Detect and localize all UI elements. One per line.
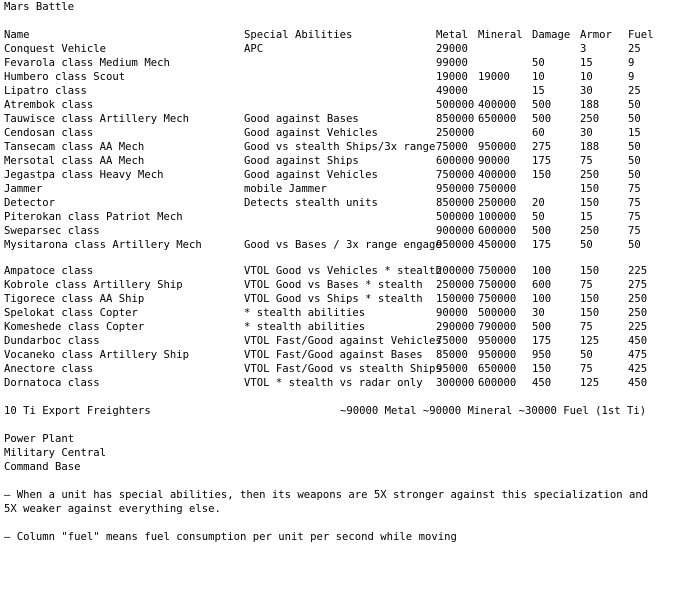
cell-mineral: 790000: [478, 321, 517, 333]
cell-fuel: 250: [628, 307, 648, 319]
cell-armor: 150: [580, 307, 600, 319]
cell-abilities: Good against Bases: [244, 113, 359, 125]
cell-fuel: 50: [628, 239, 641, 251]
cell-armor: 125: [580, 335, 600, 347]
cell-fuel: 50: [628, 155, 641, 167]
cell-name: Mersotal class AA Mech: [4, 155, 145, 167]
cell-fuel: 475: [628, 349, 648, 361]
cell-name: Tauwisce class Artillery Mech: [4, 113, 189, 125]
cell-name: Anectore class: [4, 363, 94, 375]
cell-armor: 250: [580, 113, 600, 125]
note-specialization-line1: – When a unit has special abilities, then its weapons are 5X stronger against this specialization and: [4, 489, 649, 501]
header-damage: Damage: [532, 29, 571, 41]
cell-armor: 50: [580, 349, 593, 361]
cell-abilities: VTOL Fast/Good against Vehicles: [244, 335, 442, 347]
cell-name: Mysitarona class Artillery Mech: [4, 239, 202, 251]
cell-name: Tansecam class AA Mech: [4, 141, 145, 153]
header-fuel: Fuel: [628, 29, 654, 41]
cell-fuel: 225: [628, 321, 648, 333]
cell-mineral: 450000: [478, 239, 517, 251]
cell-name: Atrembok class: [4, 99, 94, 111]
cell-damage: 275: [532, 141, 552, 153]
cell-damage: 30: [532, 307, 545, 319]
cell-armor: 188: [580, 99, 600, 111]
cell-name: Humbero class Scout: [4, 71, 126, 83]
cell-fuel: 450: [628, 335, 648, 347]
cell-armor: 50: [580, 239, 593, 251]
cell-abilities: VTOL * stealth vs radar only: [244, 377, 423, 389]
cell-armor: 188: [580, 141, 600, 153]
cell-armor: 75: [580, 363, 593, 375]
cell-name: Vocaneko class Artillery Ship: [4, 349, 189, 361]
page-title: Mars Battle: [4, 1, 75, 13]
cell-fuel: 75: [628, 211, 641, 223]
cell-fuel: 50: [628, 113, 641, 125]
cell-name: Cendosan class: [4, 127, 94, 139]
cell-armor: 150: [580, 197, 600, 209]
note-fuel: – Column "fuel" means fuel consumption per unit per second while moving: [4, 531, 457, 543]
cell-abilities: Good against Vehicles: [244, 127, 378, 139]
cell-armor: 75: [580, 321, 593, 333]
cell-mineral: 950000: [478, 349, 517, 361]
cell-damage: 175: [532, 335, 552, 347]
cell-damage: 20: [532, 197, 545, 209]
cell-fuel: 50: [628, 99, 641, 111]
cell-armor: 250: [580, 225, 600, 237]
cell-fuel: 75: [628, 183, 641, 195]
cell-armor: 15: [580, 211, 593, 223]
cell-damage: 50: [532, 57, 545, 69]
cell-metal: 49000: [436, 85, 468, 97]
cell-damage: 150: [532, 363, 552, 375]
cell-fuel: 250: [628, 293, 648, 305]
cell-fuel: 15: [628, 127, 641, 139]
cell-metal: 29000: [436, 43, 468, 55]
cell-abilities: * stealth abilities: [244, 307, 366, 319]
cell-armor: 30: [580, 127, 593, 139]
cell-name: Dornatoca class: [4, 377, 100, 389]
cell-name: Komeshede class Copter: [4, 321, 145, 333]
cell-name: Lipatro class: [4, 85, 87, 97]
cell-fuel: 425: [628, 363, 648, 375]
cell-name: Dundarboc class: [4, 335, 100, 347]
cell-damage: 500: [532, 225, 552, 237]
cell-mineral: 500000: [478, 307, 517, 319]
cell-armor: 75: [580, 155, 593, 167]
cell-mineral: 750000: [478, 279, 517, 291]
cell-damage: 500: [532, 321, 552, 333]
cell-fuel: 50: [628, 169, 641, 181]
cell-damage: 150: [532, 169, 552, 181]
cell-metal: 85000: [436, 349, 468, 361]
cell-damage: 500: [532, 113, 552, 125]
cell-mineral: 400000: [478, 99, 517, 111]
cell-armor: 150: [580, 265, 600, 277]
header-abilities: Special Abilities: [244, 29, 353, 41]
cell-metal: 850000: [436, 197, 475, 209]
cell-name: Conquest Vehicle: [4, 43, 107, 55]
header-armor: Armor: [580, 29, 612, 41]
cell-damage: 50: [532, 211, 545, 223]
building-item: Command Base: [4, 461, 81, 473]
cell-damage: 175: [532, 155, 552, 167]
cell-abilities: VTOL Good vs Ships * stealth: [244, 293, 423, 305]
cell-name: Kobrole class Artillery Ship: [4, 279, 183, 291]
cell-metal: 500000: [436, 99, 475, 111]
cell-metal: 99000: [436, 57, 468, 69]
cell-abilities: mobile Jammer: [244, 183, 327, 195]
cell-abilities: VTOL Fast/Good against Bases: [244, 349, 423, 361]
building-item: Power Plant: [4, 433, 75, 445]
cell-abilities: Good against Vehicles: [244, 169, 378, 181]
cell-abilities: * stealth abilities: [244, 321, 366, 333]
cell-fuel: 25: [628, 43, 641, 55]
cell-armor: 3: [580, 43, 587, 55]
cell-metal: 250000: [436, 127, 475, 139]
cell-armor: 15: [580, 57, 593, 69]
cell-fuel: 9: [628, 57, 635, 69]
cell-mineral: 400000: [478, 169, 517, 181]
cell-damage: 100: [532, 293, 552, 305]
cell-mineral: 600000: [478, 225, 517, 237]
cell-armor: 150: [580, 293, 600, 305]
cell-mineral: 90000: [478, 155, 510, 167]
cell-metal: 75000: [436, 141, 468, 153]
cell-fuel: 9: [628, 71, 635, 83]
cell-mineral: 750000: [478, 293, 517, 305]
cell-armor: 150: [580, 183, 600, 195]
note-specialization-line2: 5X weaker against everything else.: [4, 503, 221, 515]
cell-damage: 100: [532, 265, 552, 277]
cell-mineral: 650000: [478, 363, 517, 375]
cell-metal: 950000: [436, 183, 475, 195]
cell-metal: 950000: [436, 239, 475, 251]
cell-name: Piterokan class Patriot Mech: [4, 211, 183, 223]
cell-metal: 750000: [436, 169, 475, 181]
cell-abilities: Good vs stealth Ships/3x range: [244, 141, 436, 153]
cell-name: Fevarola class Medium Mech: [4, 57, 170, 69]
cell-metal: 90000: [436, 307, 468, 319]
cell-armor: 10: [580, 71, 593, 83]
cell-mineral: 950000: [478, 141, 517, 153]
cell-abilities: VTOL Good vs Vehicles * stealth: [244, 265, 442, 277]
cell-damage: 60: [532, 127, 545, 139]
cell-metal: 95000: [436, 363, 468, 375]
cell-damage: 600: [532, 279, 552, 291]
cell-name: Jegastpa class Heavy Mech: [4, 169, 164, 181]
freighters-detail: ~90000 Metal ~90000 Mineral ~30000 Fuel (1st Ti): [340, 405, 647, 417]
cell-fuel: 50: [628, 141, 641, 153]
header-mineral: Mineral: [478, 29, 523, 41]
cell-fuel: 275: [628, 279, 648, 291]
cell-damage: 15: [532, 85, 545, 97]
building-item: Military Central: [4, 447, 107, 459]
cell-abilities: VTOL Good vs Bases * stealth: [244, 279, 423, 291]
cell-abilities: VTOL Fast/Good vs stealth Ships: [244, 363, 442, 375]
cell-damage: 175: [532, 239, 552, 251]
cell-abilities: Detects stealth units: [244, 197, 378, 209]
cell-armor: 250: [580, 169, 600, 181]
cell-metal: 600000: [436, 155, 475, 167]
cell-mineral: 750000: [478, 265, 517, 277]
header-metal: Metal: [436, 29, 468, 41]
cell-mineral: 650000: [478, 113, 517, 125]
cell-mineral: 250000: [478, 197, 517, 209]
cell-metal: 150000: [436, 293, 475, 305]
cell-armor: 75: [580, 279, 593, 291]
cell-fuel: 25: [628, 85, 641, 97]
cell-mineral: 750000: [478, 183, 517, 195]
cell-name: Ampatoce class: [4, 265, 94, 277]
cell-metal: 200000: [436, 265, 475, 277]
cell-fuel: 75: [628, 197, 641, 209]
cell-abilities: Good vs Bases / 3x range engage: [244, 239, 442, 251]
cell-damage: 950: [532, 349, 552, 361]
cell-mineral: 950000: [478, 335, 517, 347]
cell-abilities: Good against Ships: [244, 155, 359, 167]
cell-damage: 450: [532, 377, 552, 389]
cell-name: Spelokat class Copter: [4, 307, 138, 319]
cell-name: Detector: [4, 197, 56, 209]
cell-name: Tigorece class AA Ship: [4, 293, 145, 305]
cell-metal: 300000: [436, 377, 475, 389]
cell-fuel: 450: [628, 377, 648, 389]
cell-damage: 500: [532, 99, 552, 111]
cell-metal: 850000: [436, 113, 475, 125]
cell-fuel: 225: [628, 265, 648, 277]
cell-mineral: 100000: [478, 211, 517, 223]
cell-name: Sweparsec class: [4, 225, 100, 237]
cell-mineral: 19000: [478, 71, 510, 83]
cell-abilities: APC: [244, 43, 264, 55]
cell-damage: 10: [532, 71, 545, 83]
cell-metal: 250000: [436, 279, 475, 291]
cell-mineral: 600000: [478, 377, 517, 389]
cell-name: Jammer: [4, 183, 43, 195]
cell-metal: 290000: [436, 321, 475, 333]
cell-armor: 30: [580, 85, 593, 97]
cell-armor: 125: [580, 377, 600, 389]
cell-fuel: 75: [628, 225, 641, 237]
cell-metal: 75000: [436, 335, 468, 347]
cell-metal: 900000: [436, 225, 475, 237]
cell-metal: 19000: [436, 71, 468, 83]
freighters-label: 10 Ti Export Freighters: [4, 405, 151, 417]
header-name: Name: [4, 29, 30, 41]
cell-metal: 500000: [436, 211, 475, 223]
